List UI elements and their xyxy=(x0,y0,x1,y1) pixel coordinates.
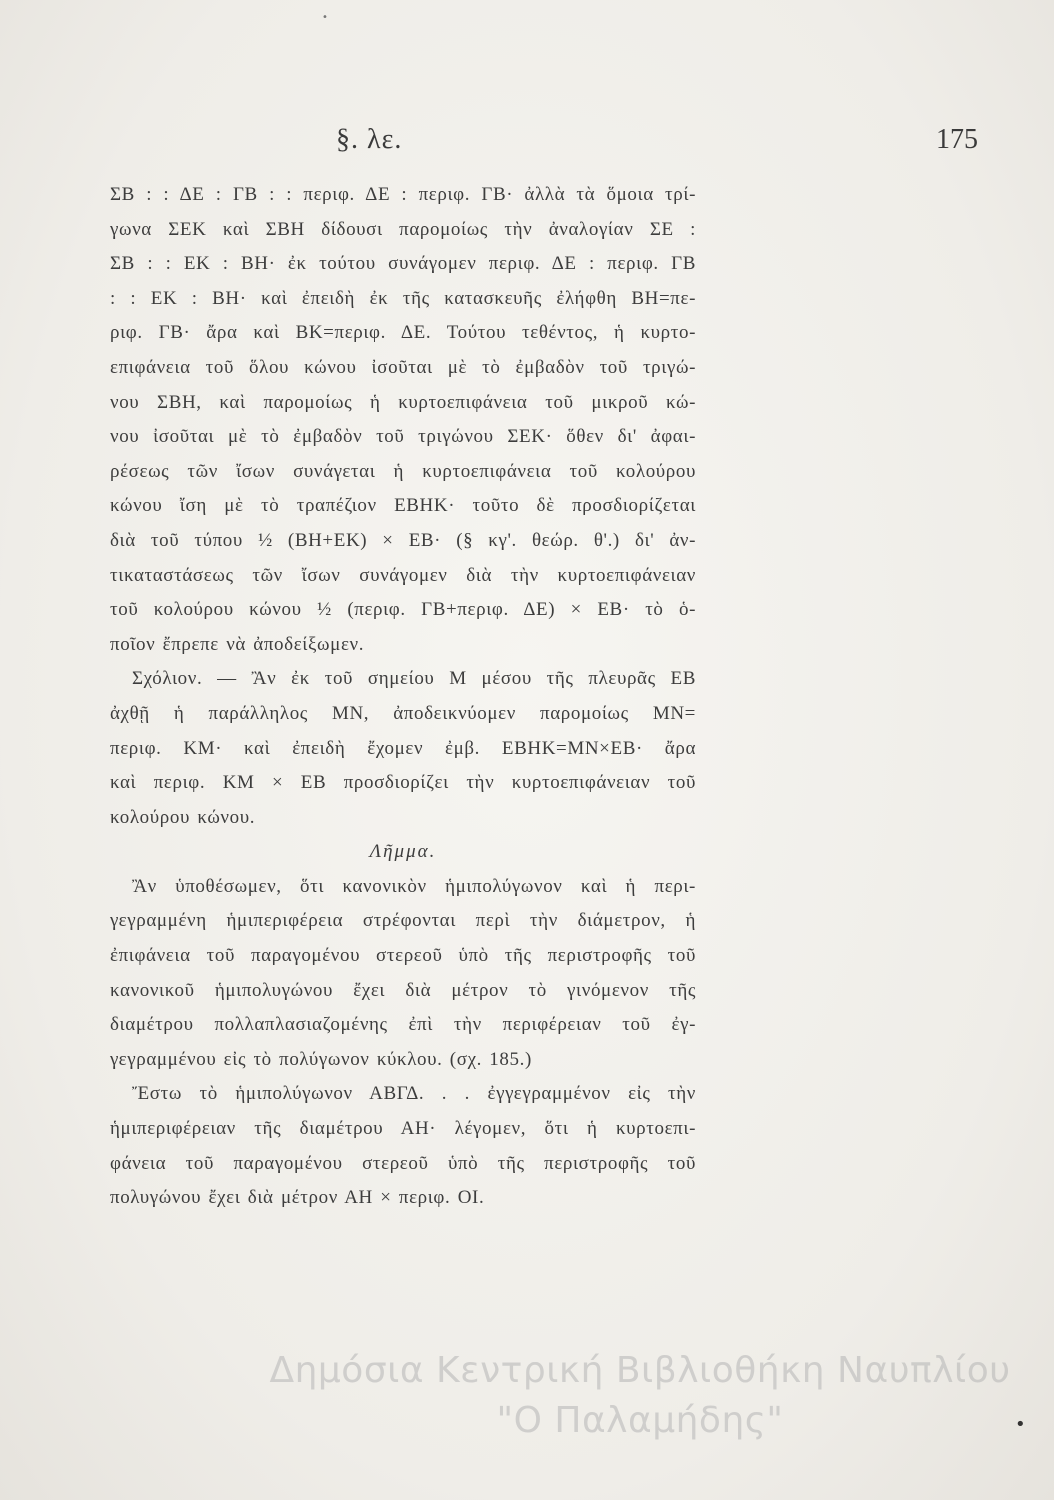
watermark-line-2: "Ο Παλαμήδης" xyxy=(496,1400,784,1441)
ink-speck: • xyxy=(322,12,328,23)
text-line: ἡμιπεριφέρειαν τῆς διαμέτρου ΑΗ· λέγομεν, ὅτι ἡ κυρτοεπι- xyxy=(110,1118,696,1140)
text-line: ρέσεως τῶν ἴσων συνάγεται ἡ κυρτοεπιφάνεια τοῦ κολούρου xyxy=(110,460,696,482)
text-line: πολυγώνου ἔχει διὰ μέτρον ΑΗ × περιφ. ΟΙ. xyxy=(110,1187,485,1209)
text-line: γεγραμμένου εἰς τὸ πολύγωνον κύκλου. (σχ. 185.) xyxy=(110,1048,532,1070)
text-line: ΣΒ : : ΔΕ : ΓΒ : : περιφ. ΔΕ : περιφ. ΓΒ· ἀλλὰ τὰ ὅμοια τρί- xyxy=(110,184,696,205)
text-line: γωνα ΣΕΚ καὶ ΣΒΗ δίδουσι παρομοίως τὴν ἀναλογίαν ΣΕ : xyxy=(110,218,696,240)
page-header xyxy=(0,124,1054,164)
page-number: 175 xyxy=(936,124,978,155)
text-line: ἀχθῇ ἡ παράλληλος ΜΝ, ἀποδεικνύομεν παρομοίως ΜΝ= xyxy=(110,702,696,724)
lemma-heading: Λῆμμα. xyxy=(369,841,437,863)
text-line: διαμέτρου πολλαπλασιαζομένης ἐπὶ τὴν περιφέρειαν τοῦ ἐγ- xyxy=(110,1014,696,1036)
text-line: κολούρου κώνου. xyxy=(110,806,256,828)
text-line: Ἔστω τὸ ἡμιπολύγωνον ΑΒΓΔ. . . ἐγγεγραμμένον εἰς τὴν xyxy=(132,1083,696,1105)
text-line: διὰ τοῦ τύπου ½ (ΒΗ+ΕΚ) × ΕΒ· (§ κγ'. θεώρ. θ'.) δι' ἀν- xyxy=(110,529,696,551)
text-line: ἐπιφάνεια τοῦ παραγομένου στερεοῦ ὑπὸ τῆς περιστροφῆς τοῦ xyxy=(110,945,696,967)
text-line: τοῦ κολούρου κώνου ½ (περιφ. ΓΒ+περιφ. ΔΕ) × ΕΒ· τὸ ὁ- xyxy=(110,599,696,621)
text-line: ποῖον ἔπρεπε νὰ ἀποδείξωμεν. xyxy=(110,633,365,655)
ink-mark: • xyxy=(1015,1414,1026,1435)
library-watermark xyxy=(240,1346,1040,1446)
text-line: : : ΕΚ : ΒΗ· καὶ ἐπειδὴ ἐκ τῆς κατασκευῆς ἐλήφθη ΒΗ=πε- xyxy=(110,287,696,309)
body-text xyxy=(110,178,696,1216)
text-line: νου ἰσοῦται μὲ τὸ ἐμβαδὸν τοῦ τριγώνου ΣΕΚ· ὅθεν δι' ἀφαι- xyxy=(110,426,696,448)
text-line: ΣΒ : : ΕΚ : ΒΗ· ἐκ τούτου συνάγομεν περιφ. ΔΕ : περιφ. ΓΒ xyxy=(110,253,696,275)
text-line: φάνεια τοῦ παραγομένου στερεοῦ ὑπὸ τῆς περιστροφῆς τοῦ xyxy=(110,1152,696,1174)
section-heading: §. λε. xyxy=(336,124,403,155)
text-line: περιφ. ΚΜ· καὶ ἐπειδὴ ἔχομεν ἐμβ. ΕΒΗΚ=ΜΝ×ΕΒ· ἄρα xyxy=(110,737,696,759)
text-line: τικαταστάσεως τῶν ἴσων συνάγομεν διὰ τὴν κυρτοεπιφάνειαν xyxy=(110,564,696,586)
text-line: νου ΣΒΗ, καὶ παρομοίως ἡ κυρτοεπιφάνεια τοῦ μικροῦ κώ- xyxy=(110,391,696,413)
text-line: γεγραμμένη ἡμιπεριφέρεια στρέφονται περὶ τὴν διάμετρον, ἡ xyxy=(110,910,696,932)
text-line: επιφάνεια τοῦ ὅλου κώνου ἰσοῦται μὲ τὸ ἐμβαδὸν τοῦ τριγώ- xyxy=(110,356,696,378)
text-line: κανονικοῦ ἡμιπολυγώνου ἔχει διὰ μέτρον τὸ γινόμενον τῆς xyxy=(110,979,696,1001)
scholium-line: Σχόλιον. — Ἂν ἐκ τοῦ σημείου Μ μέσου τῆς πλευρᾶς ΕΒ xyxy=(132,668,696,690)
text-line: Ἂν ὑποθέσωμεν, ὅτι κανονικὸν ἡμιπολύγωνον καὶ ἡ περι- xyxy=(132,875,696,897)
text-line: καὶ περιφ. ΚΜ × ΕΒ προσδιορίζει τὴν κυρτοεπιφάνειαν τοῦ xyxy=(110,772,696,794)
text-line: κώνου ἴση μὲ τὸ τραπέζιον ΕΒΗΚ· τοῦτο δὲ προσδιορίζεται xyxy=(110,495,696,517)
watermark-line-1: Δημόσια Κεντρική Βιβλιοθήκη Ναυπλίου xyxy=(269,1350,1011,1391)
text-line: ριφ. ΓΒ· ἄρα καὶ ΒΚ=περιφ. ΔΕ. Τούτου τεθέντος, ἡ κυρτο- xyxy=(110,322,696,344)
